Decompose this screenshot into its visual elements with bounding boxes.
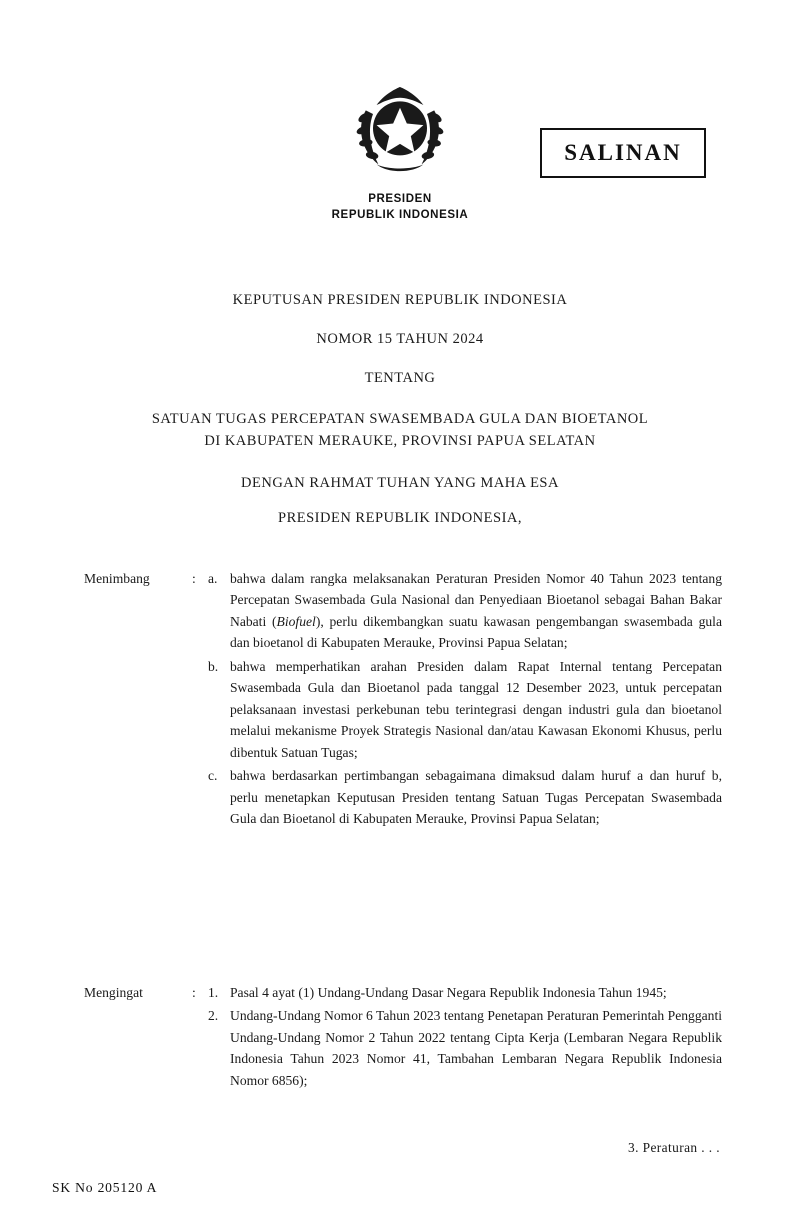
emblem-caption (0, 192, 800, 223)
list-item-marker: a. (208, 571, 218, 586)
garuda-star-emblem-icon (346, 78, 454, 186)
title-number: NOMOR 15 TAHUN 2024 (316, 331, 484, 347)
list-item (208, 1005, 722, 1091)
legal-basis-label: Mengingat (84, 985, 143, 1000)
emblem-caption-line1: PRESIDEN (368, 193, 432, 205)
considerations-section (84, 568, 722, 832)
list-item-text: bahwa berdasarkan pertimbangan sebagaimana dimaksud dalam huruf a dan huruf b, perlu menetapkan Keputusan Presiden tentang Satuan Tugas Percepatan Swasembada Gula dan Bioetanol di Kabupaten Merauke, Provinsi Papua Selatan; (230, 768, 722, 827)
legal-basis-section (84, 982, 722, 1093)
title-about-label: TENTANG (364, 370, 436, 386)
document-code: SK No 205120 A (52, 1180, 158, 1195)
list-item-text: Pasal 4 ayat (1) Undang-Undang Dasar Negara Republik Indonesia Tahun 1945; (230, 985, 667, 1000)
legal-basis-colon: : (192, 985, 196, 1000)
clause-text-italic: Biofuel (276, 613, 316, 629)
list-item-marker: 2. (208, 1008, 219, 1024)
continuation-note: 3. Peraturan . . . (628, 1140, 720, 1155)
list-item-text: bahwa memperhatikan arahan Presiden dalam Rapat Internal tentang Percepatan Swasembada Gula dan Bioetanol pada tanggal 12 Desember 2023, untuk percepatan pelaksanaan investasi perkebunan tebu terintegrasi dengan industri gula dan bioetanol melalui mekanisme Proyek Strategis Nasional dan/atau Kawasan Ekonomi Khusus, perlu dibentuk Satuan Tugas; (230, 658, 722, 760)
title-heading: KEPUTUSAN PRESIDEN REPUBLIK INDONESIA (232, 292, 568, 308)
list-item-text: Undang-Undang Nomor 6 Tahun 2023 tentang Penetapan Peraturan Pemerintah Pengganti Undang-Undang Nomor 2 Tahun 2022 tentang Cipta Kerja (Lembaran Negara Republik Indonesia Tahun 2023 Nomor 41, Tambahan Lembaran Negara Republik Indonesia Nomor 6856); (230, 1008, 722, 1088)
list-item-marker: b. (208, 658, 219, 674)
list-item (208, 765, 722, 829)
list-item (208, 982, 722, 1003)
page-title (70, 292, 730, 527)
salinan-label: SALINAN (564, 140, 682, 165)
title-subject-line2: DI KABUPATEN MERAUKE, PROVINSI PAPUA SELATAN (204, 432, 596, 449)
title-subject-line1: SATUAN TUGAS PERCEPATAN SWASEMBADA GULA DAN BIOETANOL (151, 411, 649, 427)
clause-text-part2: ), perlu dikembangkan suatu kawasan pengembangan swasembada gula dan bioetanol di Kabupaten Merauke, Provinsi Papua Selatan; (230, 613, 722, 651)
list-item (208, 568, 722, 654)
status-badge-salinan (540, 128, 706, 178)
list-item-text (230, 568, 722, 654)
title-blessing: DENGAN RAHMAT TUHAN YANG MAHA ESA (241, 474, 559, 491)
considerations-colon: : (192, 571, 196, 586)
considerations-label: Menimbang (84, 571, 150, 586)
clause-text-part1: bahwa dalam rangka melaksanakan Peraturan Presiden Nomor 40 Tahun 2023 tentang Percepatan Swasembada Gula Nasional dan Penyediaan Bioetanol sebagai Bahan Bakar Nabati ( (230, 571, 722, 629)
list-item-marker: 1. (208, 985, 219, 1000)
emblem-caption-line2: REPUBLIK INDONESIA (331, 208, 469, 221)
list-item (208, 656, 722, 763)
title-authority: PRESIDEN REPUBLIK INDONESIA, (278, 509, 522, 526)
list-item-marker: c. (208, 768, 218, 784)
